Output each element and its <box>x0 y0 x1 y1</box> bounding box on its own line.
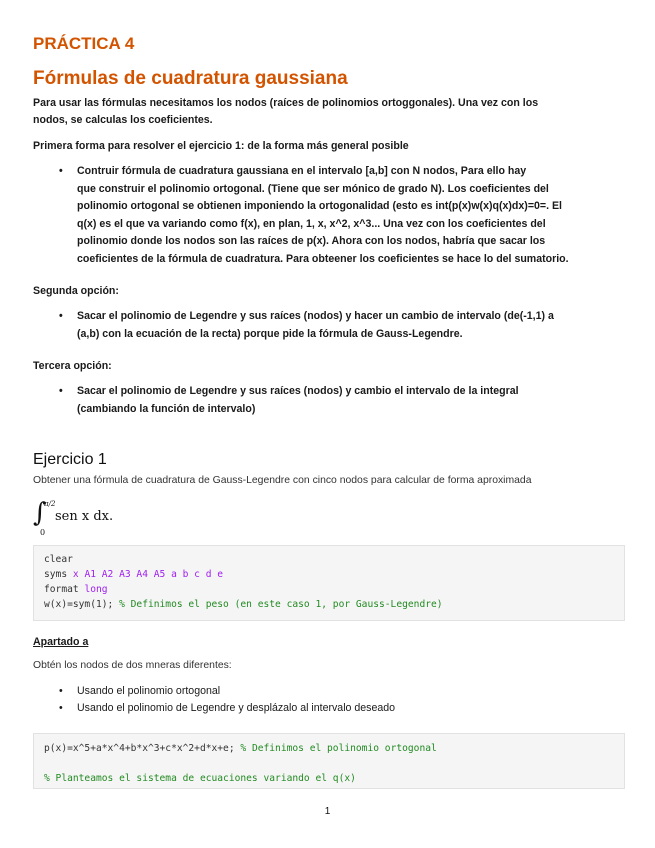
code-block-1 <box>33 545 625 621</box>
option2-line-2: (a,b) con la ecuación de la recta) porque pide la fórmula de Gauss-Legendre. <box>77 327 463 340</box>
code-line: clear <box>44 554 73 565</box>
apartado-bullet: • Usando el polinomio ortogonal <box>59 685 221 697</box>
option1-line-3: polinomio ortogonal se obtienen imponiendo la ortogonalidad (esto es int(p(x)w(x)q(x)dx)=0=. El <box>77 200 562 213</box>
option1-heading: Primera forma para resolver el ejercicio 1: de la forma más general posible <box>33 140 409 152</box>
option3-bullet: • Sacar el polinomio de Legendre y sus raíces (nodos) y cambio el intervalo de la integral (cambiando la función de intervalo) <box>69 383 625 418</box>
option1-bullet: • Contruir fórmula de cuadratura gaussiana en el intervalo [a,b] con N nodos, Para ello hay que construir el polinomio ortogonal. (Tiene que ser mónico de grado N). Los coeficientes del polinomio ortogonal se obtienen imponiendo la ortogonalidad (esto es int(p(x)w(x)q(x)dx)=0=. El q(x) es el que va variando como f(x), en plan, 1, x, x^2, x^3... Una vez con los coeficientes del polinomio donde los nodos son las raíces de p(x). Ahora con los nodos, habría que sacar los coeficientes de la fórmula de cuadratura. Para obteener los coeficientes se hace lo del sumatorio. <box>69 163 625 269</box>
apartado-bullet: • Usando el polinomio de Legendre y desplázalo al intervalo deseado <box>59 702 396 714</box>
code-args: x A1 A2 A3 A4 A5 a b c d e <box>72 569 224 580</box>
integral-sign: ∫ <box>33 498 47 528</box>
code-line: w(x)=sym(1); % Definimos el peso (en este caso 1, por Gauss-Legendre) <box>44 599 443 610</box>
integral-body: sen x dx. <box>55 509 114 524</box>
intro-line-2: nodos, se calculas los coeficientes. <box>33 114 213 126</box>
code-line: format long <box>44 584 108 595</box>
option1-line-4: q(x) es el que va variando como f(x), en plan, 1, x, x^2, x^3... Una vez con los coeficientes del <box>77 217 546 230</box>
code-line: p(x)=x^5+a*x^4+b*x^3+c*x^2+d*x+e; % Definimos el polinomio ortogonal <box>44 743 437 754</box>
code-block-2 <box>33 733 625 789</box>
page-title: PRÁCTICA 4 <box>33 34 135 53</box>
option1-line-6: coeficientes de la fórmula de cuadratura. Para obteener los coeficientes se hace lo del sumatorio. <box>77 252 569 265</box>
option1-line-1: Contruir fórmula de cuadratura gaussiana en el intervalo [a,b] con N nodos, Para ello hay <box>77 165 527 177</box>
apartado-title: Apartado a <box>33 636 89 648</box>
integral-upper-limit: π/2 <box>44 500 56 508</box>
code-line: syms x A1 A2 A3 A4 A5 a b c d e <box>44 569 224 580</box>
section-title: Fórmulas de cuadratura gaussiana <box>33 68 348 89</box>
option1-line-2: que construir el polinomio ortogonal. (Tiene que ser mónico de grado N). Los coeficientes del <box>77 182 549 195</box>
option3-line-2: (cambiando la función de intervalo) <box>77 402 256 415</box>
intro-line-1: Para usar las fórmulas necesitamos los nodos (raíces de polinomios ortoggonales). Una vez con los <box>33 97 539 109</box>
integral-lower-limit: 0 <box>40 528 46 537</box>
option1-line-5: polinomio donde los nodos son las raíces de p(x). Ahora con los nodos, habría que sacar los <box>77 235 546 248</box>
option2-bullet: • Sacar el polinomio de Legendre y sus raíces (nodos) y hacer un cambio de intervalo (de(-1,1) a (a,b) con la ecuación de la recta) porque pide la fórmula de Gauss-Legendre. <box>69 308 625 343</box>
option3-line-1: Sacar el polinomio de Legendre y sus raíces (nodos) y cambio el intervalo de la integral <box>77 385 519 397</box>
page-number: 1 <box>324 806 331 817</box>
code-comment: % Definimos el polinomio ortogonal <box>240 743 437 754</box>
option3-heading: Tercera opción: <box>33 360 112 372</box>
apartado-text: Obtén los nodos de dos mneras diferentes: <box>33 660 232 671</box>
exercise-text: Obtener una fórmula de cuadratura de Gauss-Legendre con cinco nodos para calcular de forma aproximada <box>33 475 532 486</box>
option2-line-1: Sacar el polinomio de Legendre y sus raíces (nodos) y hacer un cambio de intervalo (de(-1,1) a <box>77 310 554 322</box>
code-args: long <box>84 584 108 595</box>
code-comment: % Planteamos el sistema de ecuaciones variando el q(x) <box>44 773 356 784</box>
exercise-title: Ejercicio 1 <box>33 451 107 468</box>
option2-heading: Segunda opción: <box>33 285 119 297</box>
code-comment: % Definimos el peso (en este caso 1, por Gauss-Legendre) <box>119 599 443 610</box>
